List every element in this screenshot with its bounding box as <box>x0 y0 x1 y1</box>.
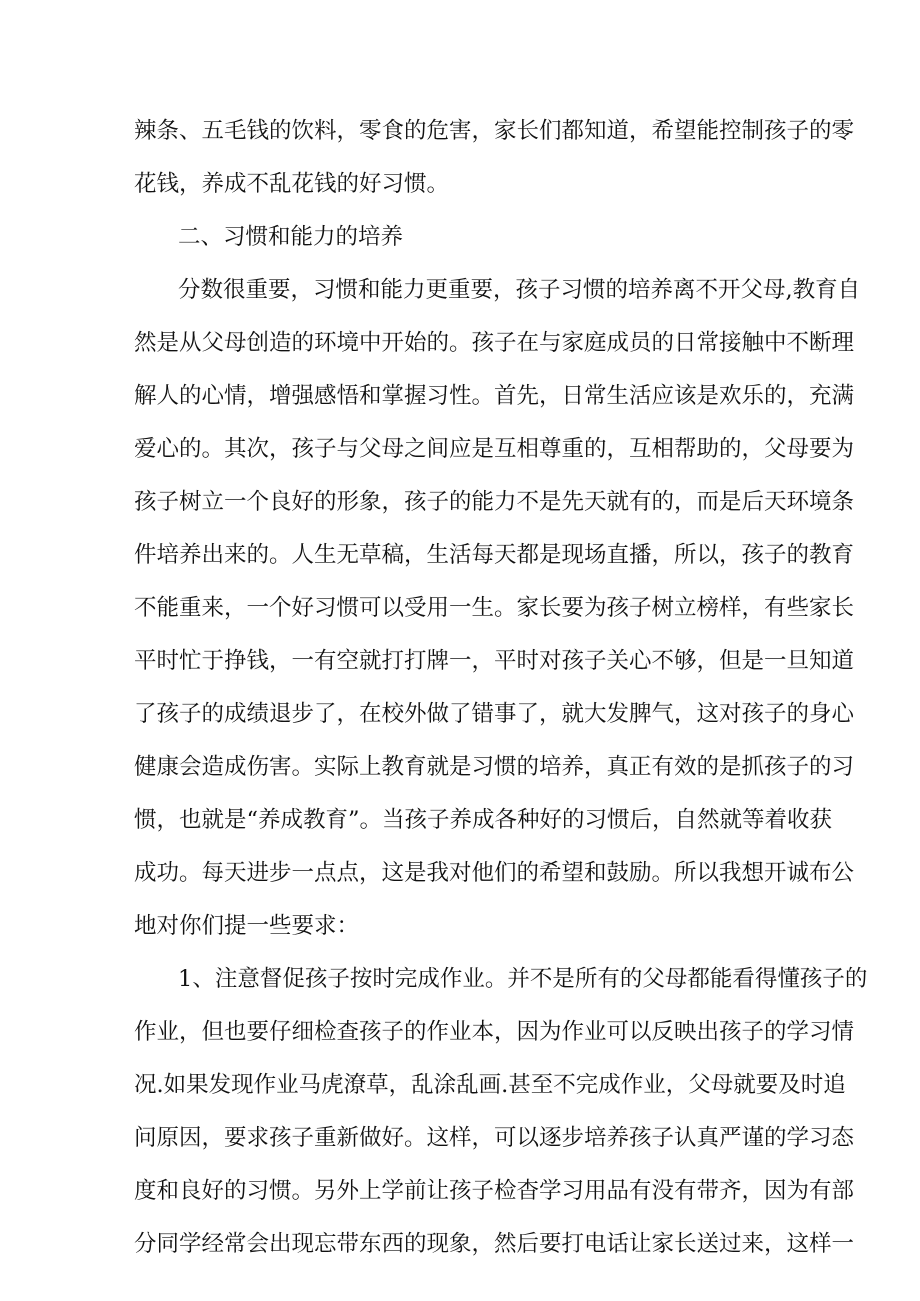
text-line: 况.如果发现作业马虎潦草，乱涂乱画.甚至不完成作业，父母就要及时追 <box>134 1072 846 1098</box>
text-line: 了孩子的成绩退步了，在校外做了错事了，就大发脾气，这对孩子的身心 <box>134 701 855 727</box>
text-line: 度和良好的习惯。另外上学前让孩子检杳学习用品有没有带齐，因为有部 <box>134 1178 855 1204</box>
text-line: 不能重来，一个好习惯可以受用一生。家长要为孩子树立榜样，有些家长 <box>134 595 855 621</box>
text-line: 件培养出来的。人生无草稿，生活每天都是现场直播，所以，孩子的教育 <box>134 542 855 568</box>
text-line: 平时忙于挣钱，一有空就打打牌一，平时对孩子关心不够，但是一旦知道 <box>134 648 855 674</box>
text-line: 爱心的。其次，孩子与父母之间应是互相尊重的，互相帮助的，父母要为 <box>134 436 855 462</box>
text-line: 辣条、五毛钱的饮料，零食的危害，家长们都知道，希望能控制孩子的零 <box>134 118 855 144</box>
text-line: 问原因，要求孩子重新做好。这样，可以逐步培养孩子认真严谨的学习态 <box>134 1125 855 1151</box>
section-heading: 二、习惯和能力的培养 <box>178 224 404 250</box>
text-line: 地对你们提一些要求： <box>134 913 360 939</box>
text-line: 孩子树立一个良好的形象，孩子的能力不是先天就有的，而是后天环境条 <box>134 489 855 515</box>
text-line: 惯，也就是“养成教育”。当孩子养成各种好的习惯后，自然就等着收获 <box>134 807 833 833</box>
text-line: 作业，但也要仔细检查孩子的作业本，因为作业可以反映出孩子的学习情 <box>134 1019 855 1045</box>
text-line: 健康会造成伤害。实际上教育就是习惯的培养，真正有效的是抓孩子的习 <box>134 754 855 780</box>
text-line: 成功。每天进步一点点，这是我对他们的希望和鼓励。所以我想开诚布公 <box>134 860 855 886</box>
text-line: 解人的心情，增强感悟和掌握习性。首先，日常生活应该是欢乐的，充满 <box>134 383 855 409</box>
text-line: 然是从父母创造的环境中开始的。孩子在与家庭成员的日常接触中不断理 <box>134 330 855 356</box>
text-line: 分同学经常会出现忘带东西的现象，然后要打电话让家长送过来，这样一 <box>134 1231 855 1257</box>
paragraph-start-line: 分数很重要，习惯和能力更重要，孩子习惯的培养离不开父母,教育自 <box>178 277 861 303</box>
list-item-start-line: 1、注意督促孩子按时完成作业。并不是所有的父母都能看得懂孩子的 <box>178 966 868 992</box>
text-line: 花钱，养成不乱花钱的好习惯。 <box>134 171 450 197</box>
